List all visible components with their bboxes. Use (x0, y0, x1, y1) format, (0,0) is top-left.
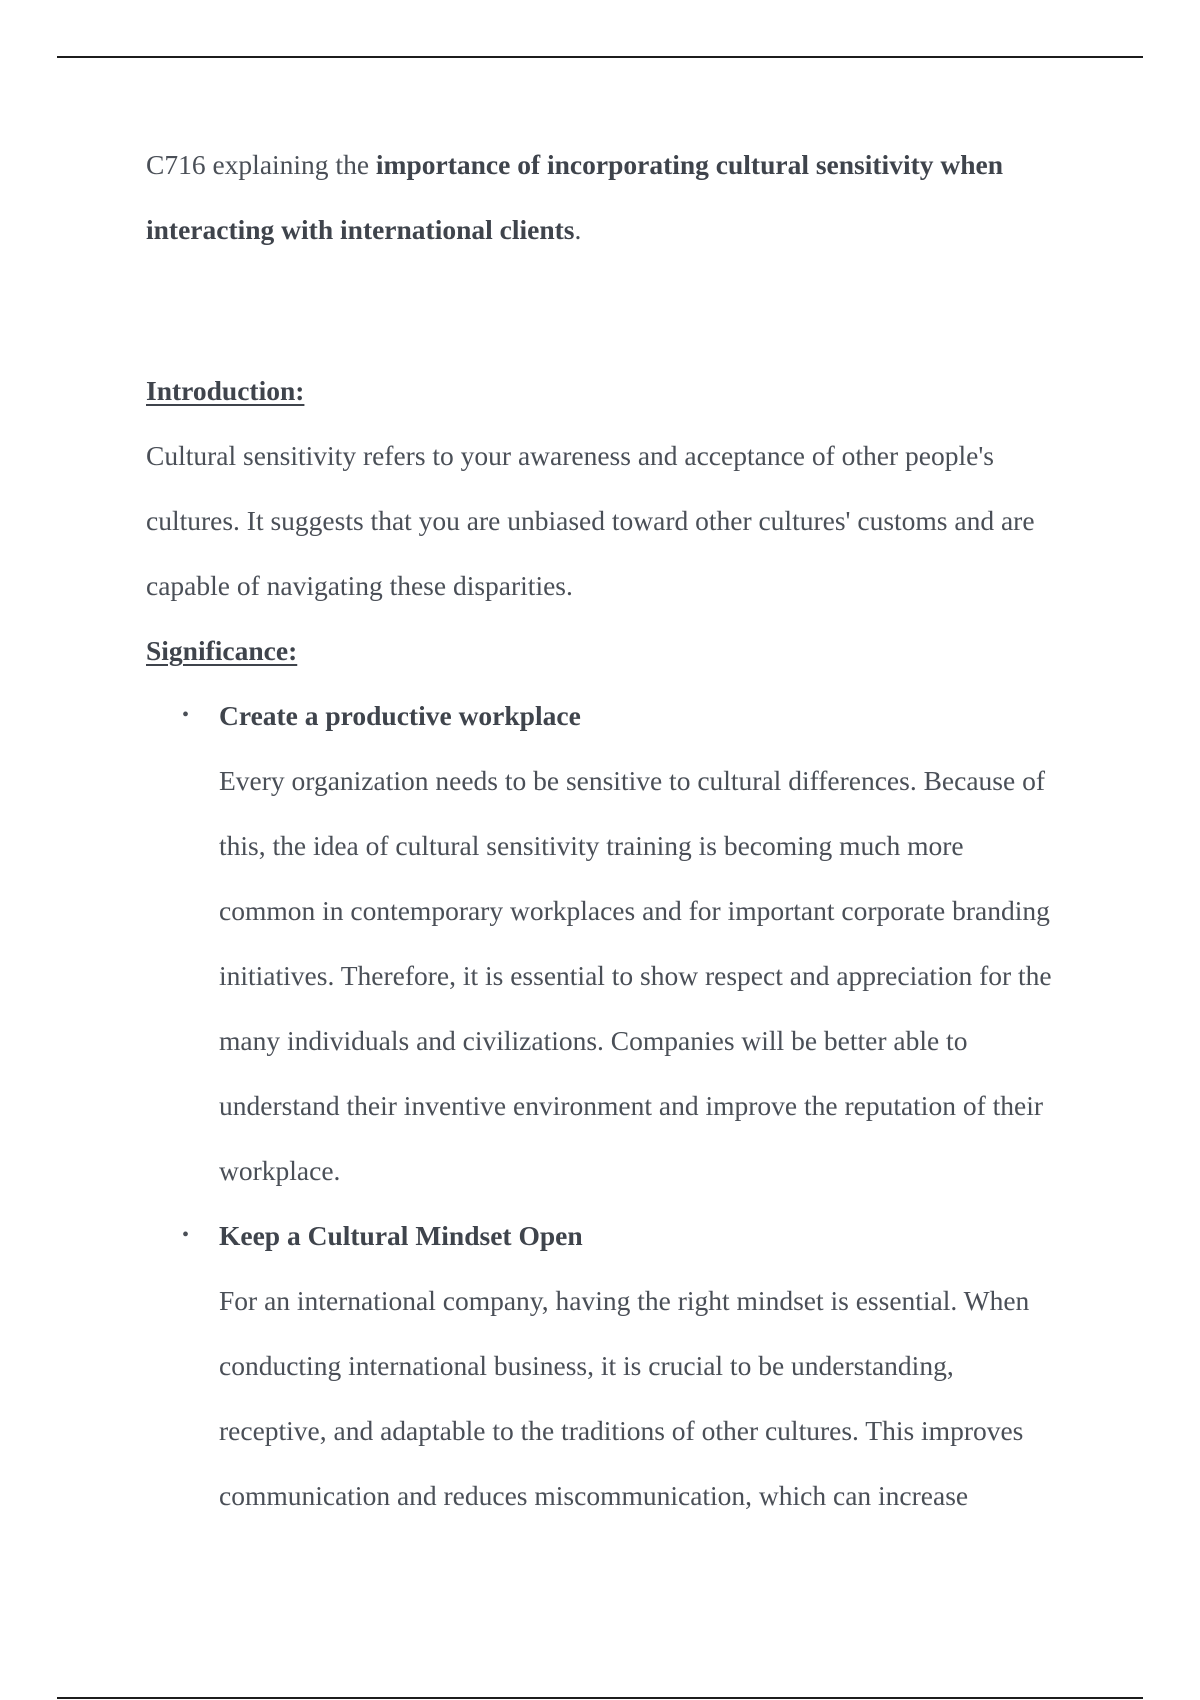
significance-heading: Significance: (146, 635, 298, 666)
document-content (146, 132, 1066, 1528)
point-body: For an international company, having the right mindset is essential. When conducting international business, it is crucial to be understanding, receptive, and adaptable to the traditions of other cultures. This improves communication and reduces miscommunication, which can increase (219, 1285, 1030, 1511)
introduction-body: Cultural sensitivity refers to your awareness and acceptance of other people's cultures. It suggests that you are unbiased toward other cultures' customs and are capable of navigating these disparities. (146, 440, 1035, 601)
bullet-icon: • (182, 704, 190, 726)
significance-section (146, 618, 1066, 1528)
title-prefix: C716 explaining the (146, 149, 376, 180)
title-suffix: . (574, 214, 582, 245)
introduction-heading: Introduction: (146, 375, 305, 406)
document-title (146, 132, 1066, 262)
significance-list (146, 683, 1066, 1528)
page-bottom-rule (57, 1697, 1143, 1699)
list-item (146, 1203, 1066, 1528)
point-body: Every organization needs to be sensitive to cultural differences. Because of this, the idea of cultural sensitivity training is becoming much more common in contemporary workplaces and for important corporate branding initiatives. Therefore, it is essential to show respect and appreciation for the many individuals and civilizations. Companies will be better able to understand their inventive environment and improve the reputation of their workplace. (219, 765, 1052, 1186)
title-bold: importance of incorporating cultural sensitivity when interacting with international clients (146, 149, 1004, 245)
point-title: Create a productive workplace (219, 700, 581, 731)
bullet-icon: • (182, 1224, 190, 1246)
list-item (146, 683, 1066, 1203)
page-top-rule (57, 56, 1143, 58)
introduction-section (146, 358, 1066, 618)
point-title: Keep a Cultural Mindset Open (219, 1220, 583, 1251)
